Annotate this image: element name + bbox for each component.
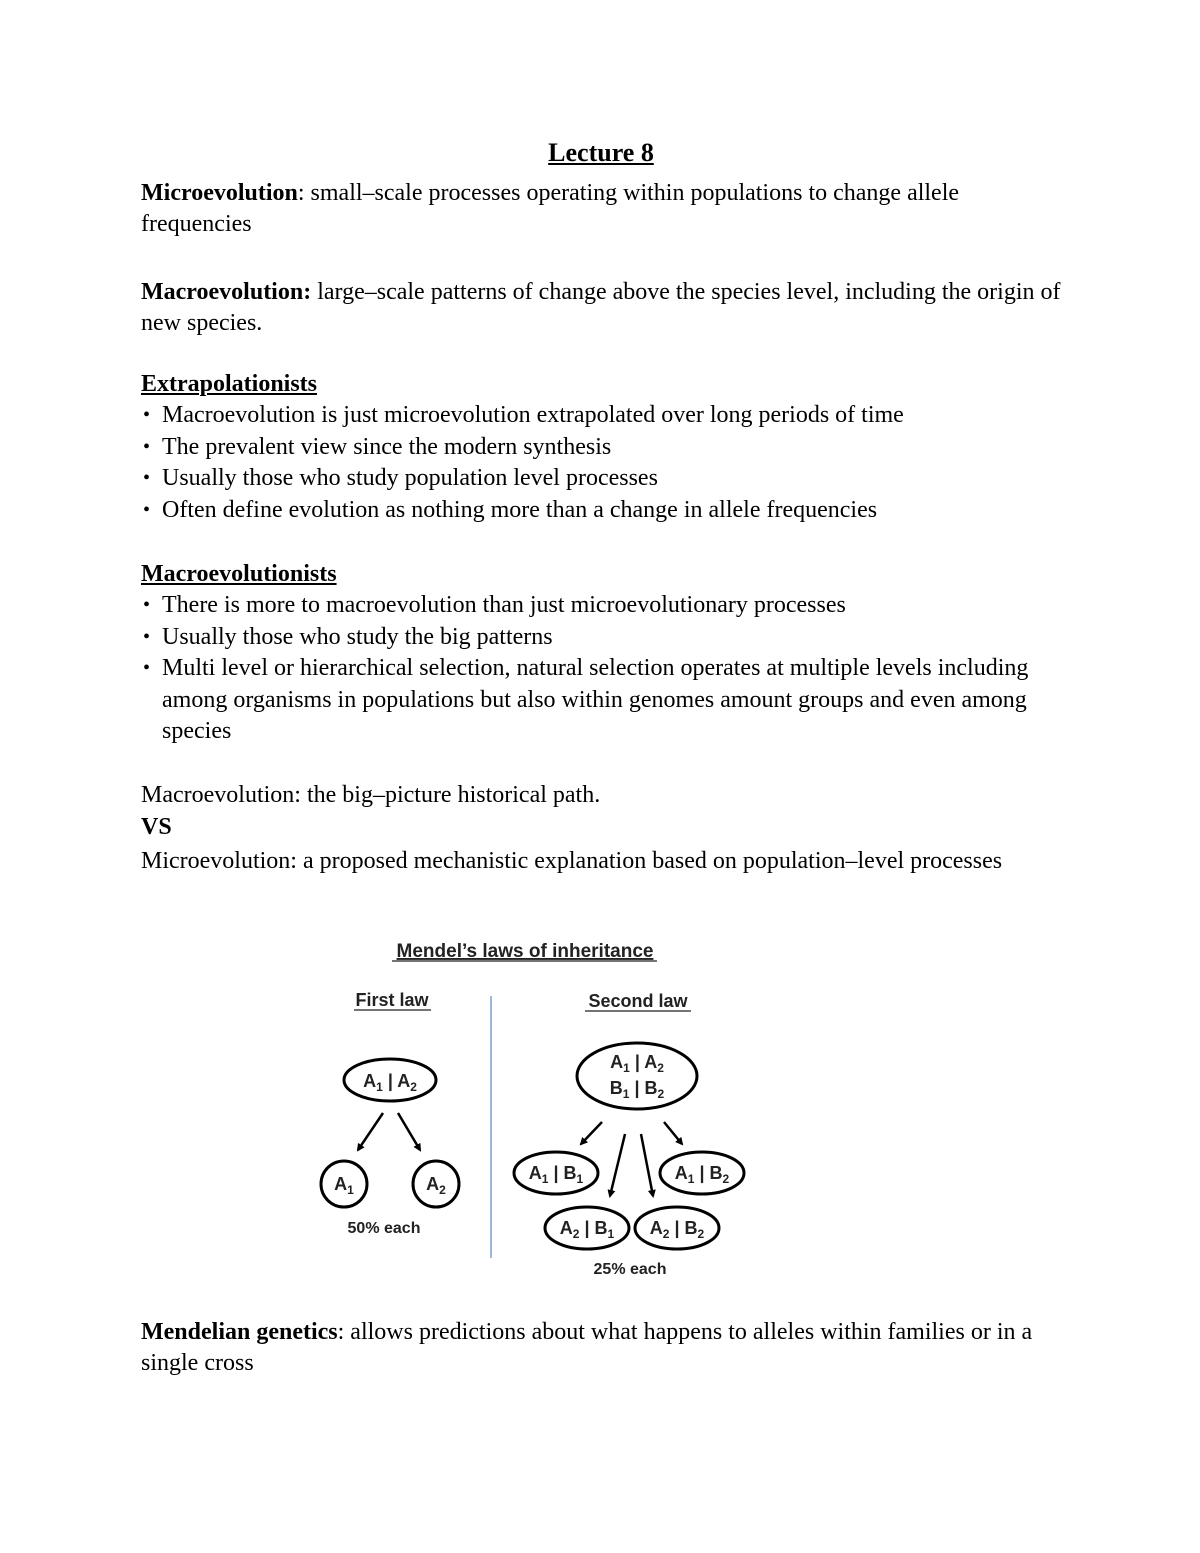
- microevolution-definition: [141, 178, 1061, 240]
- first-law-child-label-b: $A_2$: [426, 1174, 446, 1197]
- second-law-parent-label-top: $A_1$ | $A_2$: [610, 1052, 664, 1075]
- extrapolationists-heading: Extrapolationists: [141, 371, 318, 397]
- microevolution-summary: Microevolution: a proposed mechanistic explanation based on population–level processes: [141, 848, 1003, 874]
- mendelian-genetics-text: : allows predictions about what happens to alleles within families or in a single cross: [141, 1319, 1033, 1376]
- second-law-arrow-3: [641, 1134, 653, 1196]
- mendel-laws-diagram: [300, 930, 760, 1290]
- second-law-child-label-2: $A_1$ | $B_2$: [674, 1163, 730, 1186]
- second-law-arrow-4: [664, 1122, 682, 1144]
- bullet-icon: •: [143, 498, 151, 521]
- bullet-icon: •: [143, 467, 151, 489]
- second-law-parent-label-bottom: $B_1$ | $B_2$: [609, 1078, 665, 1101]
- versus-label: VS: [141, 814, 172, 840]
- list-item: • Often define evolution as nothing more than a change in allele frequencies: [141, 495, 1061, 527]
- mendelian-genetics-definition: [141, 1317, 1061, 1379]
- macroevolution-summary: Macroevolution: the big–picture historical path.: [141, 782, 601, 808]
- list-item: • Usually those who study the big patterns: [141, 622, 1061, 654]
- first-law-label: First law: [355, 990, 429, 1010]
- first-law-parent-label: $A_1$ | $A_2$: [363, 1071, 417, 1094]
- first-law-arrow-right: [398, 1113, 420, 1150]
- second-law-note: 25% each: [593, 1261, 667, 1278]
- macroevolution-text: large–scale patterns of change above the species level, including the origin of new species.: [141, 279, 1061, 336]
- macroevolution-definition: [141, 277, 1061, 339]
- bullet-icon: •: [143, 435, 151, 458]
- mendel-diagram-svg: [300, 930, 760, 1290]
- second-law-child-label-3: $A_2$ | $B_1$: [559, 1218, 615, 1241]
- first-law-arrow-left: [358, 1113, 383, 1150]
- extrapolationists-list: [141, 400, 1061, 526]
- bullet-icon: •: [143, 625, 151, 648]
- list-item: • The prevalent view since the modern synthesis: [141, 432, 1061, 464]
- diagram-title: Mendel’s laws of inheritance: [396, 941, 654, 962]
- macroevolution-term: Macroevolution:: [141, 279, 312, 305]
- microevolution-term: Microevolution: [141, 180, 298, 206]
- page-title: Lecture 8: [548, 138, 654, 167]
- bullet-icon: •: [143, 657, 151, 679]
- mendelian-genetics-term: Mendelian genetics: [141, 1319, 338, 1345]
- first-law-note: 50% each: [347, 1220, 421, 1237]
- second-law-arrow-1: [581, 1122, 602, 1144]
- bullet-icon: •: [143, 594, 151, 616]
- macroevolutionists-list: [141, 590, 1061, 748]
- second-law-child-label-4: $A_2$ | $B_2$: [649, 1218, 705, 1241]
- list-item: • Macroevolution is just microevolution extrapolated over long periods of time: [141, 400, 1061, 432]
- microevolution-text: : small–scale processes operating within populations to change allele frequencies: [141, 180, 960, 237]
- list-item: • Usually those who study population level processes: [141, 463, 1061, 495]
- list-item: • There is more to macroevolution than just microevolutionary processes: [141, 590, 1061, 622]
- list-item: • Multi level or hierarchical selection, natural selection operates at multiple levels including among organisms in populations but also within genomes amount groups and even among species: [143, 655, 1029, 744]
- second-law-arrow-2: [610, 1134, 625, 1196]
- bullet-icon: •: [143, 404, 151, 426]
- macroevolutionists-heading: Macroevolutionists: [141, 561, 337, 587]
- second-law-label: Second law: [588, 991, 688, 1011]
- second-law-child-label-1: $A_1$ | $B_1$: [528, 1163, 584, 1186]
- first-law-child-label-a: $A_1$: [334, 1174, 354, 1197]
